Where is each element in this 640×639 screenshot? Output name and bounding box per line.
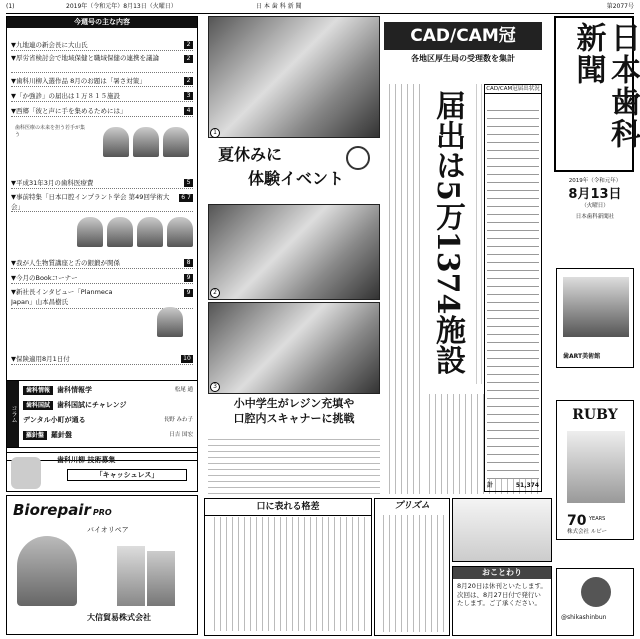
header-date: 2019年（令和元年）8月13日（火曜日） <box>66 3 177 10</box>
lead-subtitle: 各地区厚生局の受理数を集計 <box>411 54 515 63</box>
event-photo-2 <box>208 204 380 300</box>
senryu-theme: 「キャッシュレス」 <box>67 469 187 481</box>
ruby-ad[interactable] <box>556 400 634 540</box>
masthead-year: 2019年（令和元年） <box>568 178 622 184</box>
twitter-box[interactable] <box>556 568 634 636</box>
table-total-label: 計 <box>487 482 494 490</box>
toc-item[interactable]: ▼平成31年3月の歯科医療費 5 <box>11 177 193 189</box>
portrait-photo <box>137 217 163 247</box>
giraffe-mascot-icon <box>11 457 41 489</box>
vendor-name: 大信貿易株式会社 <box>87 613 151 622</box>
ruby-product <box>567 431 625 503</box>
toc-blurb: 歯科医療の未来を担う若手が集う <box>15 125 86 138</box>
biorepair-logo: Biorepair PRO <box>13 501 112 519</box>
column-row[interactable]: 歯科国試 歯科国試にチャレンジ <box>23 399 193 412</box>
toc-item[interactable]: ▼今月のBookコーナー 9 <box>11 272 193 284</box>
photo-number-2: 2 <box>210 288 220 298</box>
photo-number-3: 3 <box>210 382 220 392</box>
column-row[interactable]: 羅針盤 羅針盤 日吉 国宏 <box>23 429 193 442</box>
portrait-photo <box>77 217 103 247</box>
gap-article <box>204 498 372 636</box>
flower-icon <box>346 146 370 170</box>
ruby-years: 70 <box>567 513 587 529</box>
notice-box <box>452 566 552 636</box>
lead-body-text <box>384 84 422 494</box>
event-photo-1 <box>208 16 380 138</box>
toc-item[interactable]: ▼保険適用8月1日付 10 <box>11 353 193 365</box>
portrait-photo <box>163 127 189 157</box>
column-label: コラム <box>7 381 19 447</box>
model-photo <box>17 536 77 606</box>
column-box <box>6 380 198 448</box>
lead-headline: 届出は5万1374施設 <box>430 90 465 375</box>
product-ad[interactable] <box>452 498 552 562</box>
notice-text-1: 8月20日は休刊といたします。 <box>457 582 547 590</box>
masthead-day: （火曜日） <box>581 203 609 210</box>
column-row[interactable]: デンタル小町が通る 長野 みわ子 <box>23 416 193 424</box>
portrait-photo <box>167 217 193 247</box>
notice-text-2: 次回は、8月27日付で発行いたします。ご了承ください。 <box>457 591 541 607</box>
masthead <box>554 16 640 172</box>
feature-title-2: 体験イベント <box>248 169 345 188</box>
feature-caption: 小中学生がレジン充填や 口腔内スキャナーに挑戦 <box>233 397 355 425</box>
masthead-date: 8月13日 <box>568 187 622 203</box>
prism-column <box>374 498 450 636</box>
masthead-title: 日本歯科新聞 <box>570 22 640 150</box>
table-title: CAD/CAM冠届出状況 <box>485 85 541 94</box>
ruby-logo: RUBY <box>572 407 618 423</box>
twitter-handle[interactable]: @shikashinbun <box>561 614 607 621</box>
cadcam-table <box>484 84 542 492</box>
table-total: 51,374 <box>515 482 539 490</box>
product-tube <box>117 546 145 606</box>
photo-number-1: 1 <box>210 128 220 138</box>
portrait-photo <box>103 127 129 157</box>
header-paper: 日 本 歯 科 新 聞 <box>256 3 302 10</box>
toc-title: 今週号の主な内容 <box>7 17 197 28</box>
portrait-photo <box>157 307 183 337</box>
biorepair-jp: バイオリペア <box>87 526 129 534</box>
gap-title: 口に表れる格差 <box>205 499 371 516</box>
portrait-photo <box>133 127 159 157</box>
ruby-years-sub: YEARS <box>589 516 606 522</box>
toc-item[interactable]: ▼新社長インタビュー「Planmeca Japan」山本昌樹氏 9 <box>11 287 193 309</box>
toc-item[interactable]: ▼歯科川柳入選作品 8月のお題は「暑さ対策」 2 <box>11 75 193 87</box>
art-label: 歯ART美術館 <box>563 353 601 361</box>
lead-body-text-3 <box>472 84 482 384</box>
feature-title-1: 夏休みに <box>218 145 283 164</box>
portrait-photo <box>107 217 133 247</box>
senryu-box <box>6 452 198 492</box>
lead-kicker: CAD/CAM冠 <box>384 22 542 50</box>
page-number: (1) <box>6 3 15 10</box>
toc-item[interactable]: ▼我が人生物質講座と舌の銀鍛が関係 8 <box>11 257 193 269</box>
event-photo-3 <box>208 302 380 394</box>
senryu-label: 歯科川柳 技術募集 <box>57 456 116 464</box>
ruby-company: 株式会社 ルビー <box>567 529 608 535</box>
notice-title: おことわり <box>453 567 551 579</box>
publisher: 日本歯科新聞社 <box>575 213 615 220</box>
twitter-bird-icon <box>581 577 611 607</box>
masthead-date-block <box>556 178 634 220</box>
page-header <box>6 3 634 14</box>
feature-body <box>208 434 380 494</box>
gap-body <box>209 517 367 631</box>
product-tube <box>147 551 175 606</box>
prism-body <box>378 515 446 632</box>
biorepair-ad[interactable] <box>6 495 198 635</box>
toc-item[interactable]: ▼厚労省検討会で地域保健と職域保健の連携を議論 2 <box>11 53 193 73</box>
feature-title <box>208 140 380 202</box>
toc-item[interactable]: ▼事前特集「日本口腔インプラント学会 第49回学術大会」 6 7 <box>11 192 193 212</box>
issue-number: 第2077号 <box>606 3 634 10</box>
table-rows <box>487 103 539 479</box>
toc-item[interactable]: ▼「か強診」の届出は１万８１５施設 3 <box>11 90 193 102</box>
art-image <box>563 277 629 337</box>
toc-item[interactable]: ▼九地連の新会長に大山氏 2 <box>11 39 193 51</box>
column-row[interactable]: 歯科情報 歯科情報学 松尾 通 <box>23 384 193 397</box>
prism-title: プリズム <box>394 501 430 511</box>
art-ad[interactable] <box>556 268 634 368</box>
toc-item[interactable]: ▼西郷「彼と声に手を集めるためには」 4 <box>11 105 193 117</box>
